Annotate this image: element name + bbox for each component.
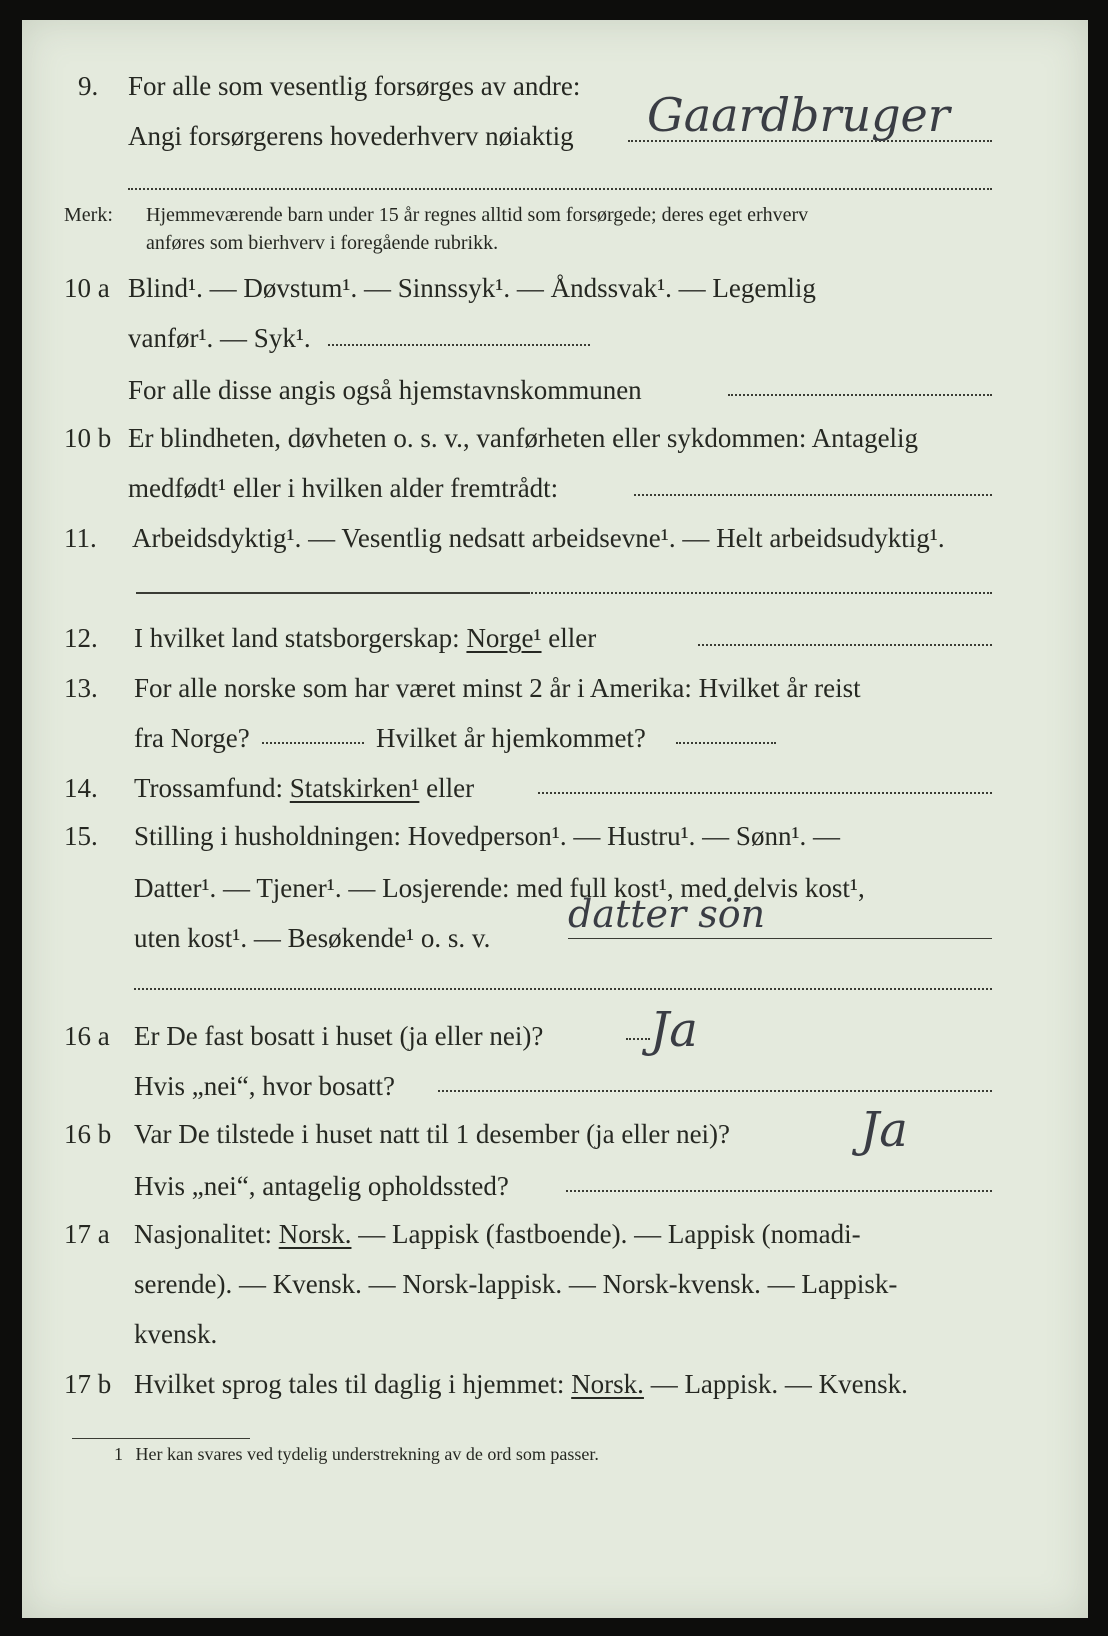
merk-line1: Hjemmeværende barn under 15 år regnes alltid som forsørgede; deres eget erhverv [146,204,809,226]
q9-line1: For alle som vesentlig forsørges av andre: [128,71,581,101]
q12-post: eller [548,623,597,653]
q11-line1: Arbeidsdyktig¹. — Vesentlig nedsatt arbeidsevne¹. — Helt arbeidsudyktig¹. [132,523,945,553]
q10a-line1: Blind¹. — Døvstum¹. — Sinnssyk¹. — Åndssvak¹. — Legemlig [128,273,816,303]
q17a-norsk: Norsk. [278,1219,352,1249]
q13-reist-dotline [262,742,364,744]
q13-line2b: Hvilket år hjemkommet? [376,723,646,753]
q17b-post: — Lappisk. — Kvensk. [650,1369,908,1399]
q15-line3: uten kost¹. — Besøkende¹ o. s. v. [134,923,491,953]
q11-number: 11. [64,523,97,553]
q15-number: 15. [64,821,98,851]
q17b-text [134,1368,908,1400]
q12-number: 12. [64,623,98,653]
q10b-line1: Er blindheten, døvheten o. s. v., vanførheten eller sykdommen: Antagelig [128,423,919,453]
q13-line2a: fra Norge? [134,723,250,753]
q17a-number: 17 a [64,1219,110,1249]
footnote-rule [72,1438,250,1439]
q10b-dotline [634,494,992,496]
q10b-number: 10 b [64,423,112,453]
q16a-bosatt-dotline [438,1090,992,1092]
q15-answer-line [568,938,992,939]
q10b-line2: medfødt¹ eller i hvilken alder fremtrådt: [128,473,559,503]
q9-line2: Angi forsørgerens hovederhverv nøiaktig [128,121,574,151]
q12-pre: I hvilket land statsborgerskap: [134,623,460,653]
q16b-handwritten-answer: Ja [860,1102,908,1158]
q14-pre: Trossamfund: [134,773,284,803]
q10a-syk-dotline [328,344,590,346]
q14-dotline [538,792,992,794]
q17a-line3: kvensk. [134,1319,218,1349]
merk-line2: anføres som bierhverv i foregående rubrikk. [146,232,499,254]
q13-line1: For alle norske som har været minst 2 år i Amerika: Hvilket år reist [134,673,861,703]
q14-number: 14. [64,773,98,803]
census-form-page [22,20,1088,1618]
q10a-line3: For alle disse angis også hjemstavnskommunen [128,375,642,405]
q10a-hjemstavn-dotline [728,394,992,396]
q15-line2: Datter¹. — Tjener¹. — Losjerende: med full kost¹, med delvis kost¹, [134,873,865,903]
q14-text [134,772,474,804]
q16a-line1: Er De fast bosatt i huset (ja eller nei)? [134,1021,544,1051]
q16a-number: 16 a [64,1021,110,1051]
q12-dotline [698,644,992,646]
q12-norge: Norge¹ [466,623,542,653]
q17a-rest: — Lappisk (fastboende). — Lappisk (nomadi- [358,1219,861,1249]
q9-number: 9. [78,71,99,101]
q12-text [134,622,596,654]
q16b-number: 16 b [64,1119,112,1149]
footnote [114,1444,599,1465]
q16b-line2: Hvis „nei“, antagelig opholdssted? [134,1171,509,1201]
q14-post: eller [426,773,475,803]
q11-dotline [528,592,992,594]
q17b-number: 17 b [64,1369,112,1399]
q16a-handwritten-answer: Ja [650,1002,698,1058]
q10a-number: 10 a [64,273,110,303]
q16b-opholdssted-dotline [566,1190,992,1192]
q17a-line1 [134,1218,861,1250]
q11-solid-line [136,592,528,594]
footnote-mark: 1 [114,1444,123,1464]
q17a-label: Nasjonalitet: [134,1219,272,1249]
q14-statskirken: Statskirken¹ [289,773,420,803]
q15-line1: Stilling i husholdningen: Hovedperson¹. — Hustru¹. — Sønn¹. — [134,821,841,851]
q16a-answer-dotline [626,1038,650,1040]
merk-label: Merk: [64,204,113,226]
q16a-line2: Hvis „nei“, hvor bosatt? [134,1071,395,1101]
q10a-line2: vanfør¹. — Syk¹. [128,323,311,353]
q9-extra-dotline [128,188,992,190]
q13-number: 13. [64,673,98,703]
q9-handwritten-answer: Gaardbruger [647,88,950,142]
q17b-pre: Hvilket sprog tales til daglig i hjemmet: [134,1369,565,1399]
q17b-norsk: Norsk. [571,1369,644,1399]
q15-handwritten-answer: datter sön [568,892,766,936]
q17a-line2: serende). — Kvensk. — Norsk-lappisk. — Norsk-kvensk. — Lappisk- [134,1269,898,1299]
q13-hjemkommet-dotline [676,742,776,744]
footnote-text: Her kan svares ved tydelig understrekning av de ord som passer. [135,1444,599,1464]
q15-extra-line [134,988,992,990]
q16b-line1: Var De tilstede i huset natt til 1 desember (ja eller nei)? [134,1119,731,1149]
